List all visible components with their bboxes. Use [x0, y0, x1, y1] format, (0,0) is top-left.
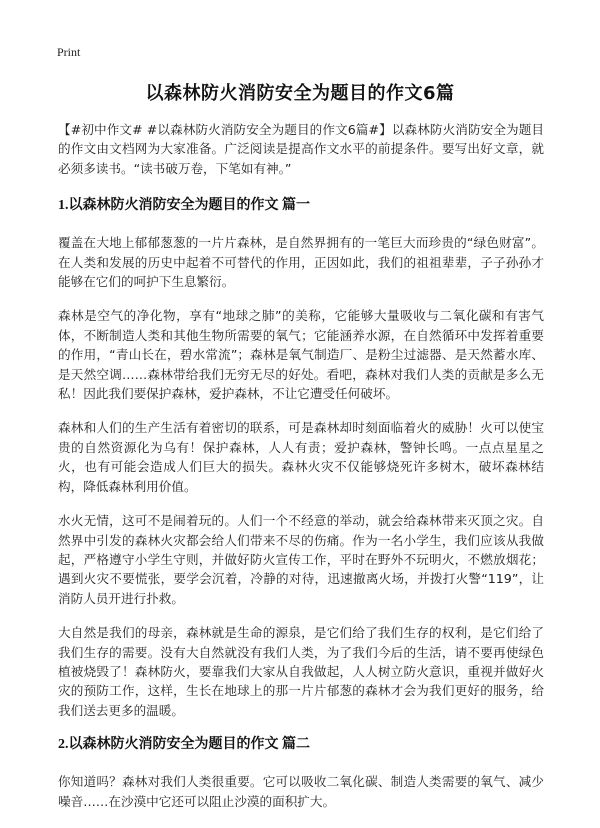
body-paragraph: 你知道吗？森林对我们人类很重要。它可以吸收二氧化碳、制造人类需要的氧气、减少噪音……在沙漠中它还可以阻止沙漠的面积扩大。: [58, 774, 544, 809]
print-link[interactable]: Print: [57, 45, 81, 59]
body-paragraph: 大自然是我们的母亲，森林就是生命的源泉，是它们给了我们生存的权利，是它们给了我们生存的需要。没有大自然就没有我们人类，为了我们今后的生活，请不要再使绿色植被烧毁了！森林防火，要靠我们大家从自我做起，人人树立防火意识，重视并做好火灾的预防工作，这样，生长在地球上的那一片片郁葱的森林才会为我们更好的服务，给我们送去更多的温暖。: [58, 625, 544, 718]
article-body: [58, 120, 544, 826]
body-paragraph: 覆盖在大地上郁郁葱葱的一片片森林，是自然界拥有的一笔巨大而珍贵的“绿色财富”。在人类和发展的历史中起着不可替代的作用，正因如此，我们的祖祖辈辈，子子孙孙才能够在它们的呵护下生息繁衍。: [58, 235, 544, 290]
body-paragraph: 森林和人们的生产生活有着密切的联系，可是森林却时刻面临着火的威胁！火可以使宝贵的自然资源化为乌有！保护森林，人人有责；爱护森林，警钟长鸣。一点点星星之火，也有可能会造成人们巨大的损失。森林火灾不仅能够烧死许多树木，破坏森林结构，降低森林利用价值。: [58, 420, 544, 494]
body-paragraph: 森林是空气的净化物，享有“地球之肺”的美称，它能够大量吸收与二氧化碳和有害气体，不断制造人类和其他生物所需要的氧气；它能涵养水源，在自然循环中发挥着重要的作用，“青山长在，碧水常流”；森林是氧气制造厂、是粉尘过滤器、是天然蓄水库、是天然空调……森林带给我们无穷无尽的好处。看吧，森林对我们人类的贡献是多么无私！因此我们要保护森林，爱护森林，不让它遭受任何破坏。: [58, 308, 544, 402]
section-heading: 2.以森林防火消防安全为题目的作文 篇二: [58, 737, 310, 753]
section-heading: 1.以森林防火消防安全为题目的作文 篇一: [58, 198, 310, 214]
essay-section-1: [58, 196, 544, 720]
intro-paragraph: 【#初中作文# #以森林防火消防安全为题目的作文6篇#】以森林防火消防安全为题目的作文由文档网为大家准备。广泛阅读是提高作文水平的前提条件。要写出好文章，就必须多读书。“读书破万卷，下笔如有神。”: [58, 122, 544, 176]
essay-section-2: [58, 735, 544, 811]
page-title: 以森林防火消防安全为题目的作文6篇: [145, 83, 455, 104]
body-paragraph: 水火无情，这可不是闹着玩的。人们一个不经意的举动，就会给森林带来灭顶之灾。自然界中引发的森林火灾都会给人们带来不尽的伤痛。作为一名小学生，我们应该从我做起，严格遵守小学生守则，并做好防火宣传工作，平时在野外不玩明火，不燃放烟花；遇到火灾不要慌张，要学会沉着，冷静的对待，迅速撤离火场，并拨打火警“119”，让消防人员开进行扑救。: [58, 513, 544, 606]
